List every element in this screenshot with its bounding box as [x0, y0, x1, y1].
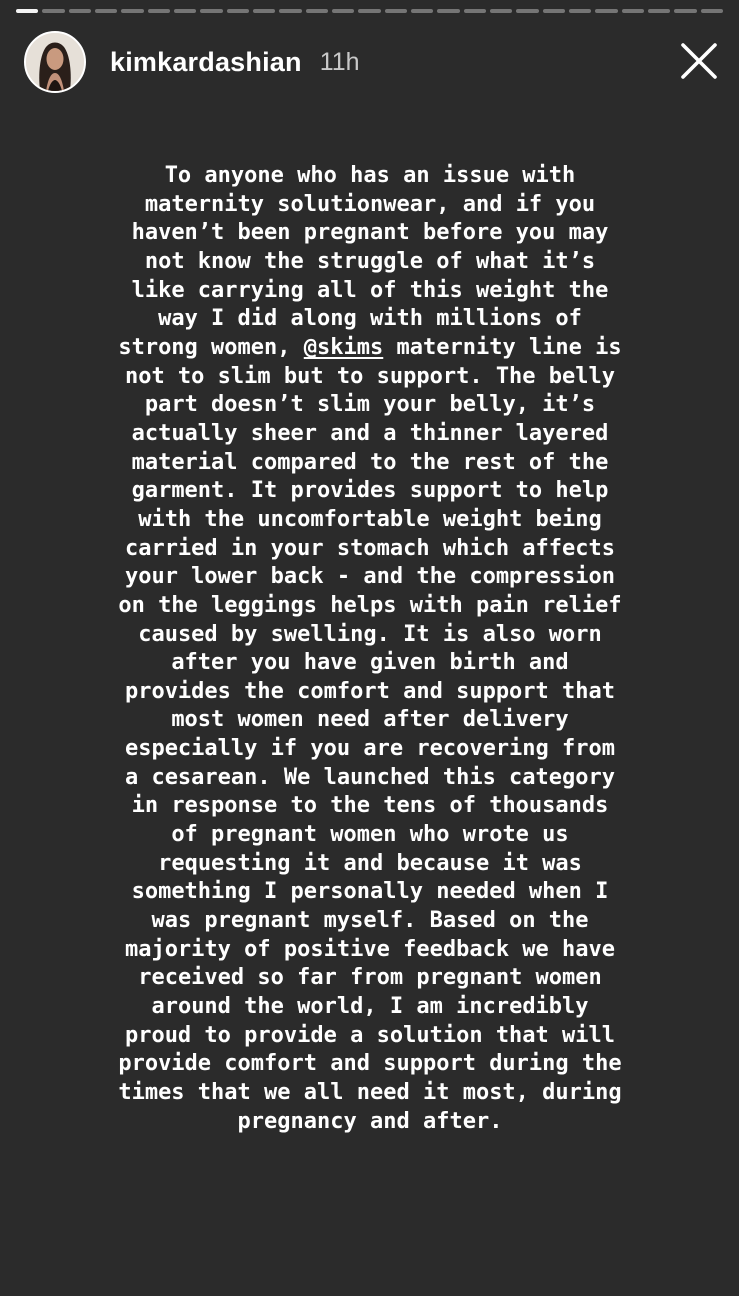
progress-segment — [253, 9, 275, 13]
progress-segment — [622, 9, 644, 13]
story-text-line: a cesarean. We launched this category — [124, 764, 616, 790]
progress-segment — [279, 9, 301, 13]
story-text-segment: maternity line is — [383, 334, 622, 360]
progress-segment — [332, 9, 354, 13]
story-text-line: like carrying all of this weight the — [131, 277, 609, 303]
story-text-line: on the leggings helps with pain relief — [118, 592, 622, 618]
story-text-line: provides the comfort and support that — [124, 678, 616, 704]
story-text-line: actually sheer and a thinner layered — [131, 420, 609, 446]
progress-segment — [385, 9, 407, 13]
story-text-line: maternity solutionwear, and if you — [144, 191, 596, 217]
story-text-line: something I personally needed when I — [131, 879, 609, 905]
close-icon — [678, 40, 720, 82]
story-text-line: times that we all need it most, during — [118, 1080, 622, 1105]
story-text-line: most women need after delivery — [171, 707, 569, 733]
story-text-block — [60, 162, 680, 1136]
story-text-line: haven’t been pregnant before you may — [131, 220, 609, 246]
story-text-line: not to slim but to support. The belly — [124, 363, 616, 389]
story-text-line: caused by swelling. It is also worn — [138, 621, 602, 647]
progress-segment — [674, 9, 696, 13]
progress-segment — [148, 9, 170, 13]
story-text-line: way I did along with millions of — [158, 306, 582, 332]
story-text-segment: strong women, — [118, 334, 304, 360]
profile-avatar-icon — [26, 33, 84, 91]
story-text-line: requesting it and because it was — [158, 850, 582, 876]
progress-segment — [543, 9, 565, 13]
story-header — [24, 30, 360, 94]
story-text-line: majority of positive feedback we have — [124, 936, 616, 962]
progress-segment — [358, 9, 380, 13]
progress-segment — [516, 9, 538, 13]
story-text-line: after you have given birth and — [171, 650, 569, 676]
story-text-line: was pregnant myself. Based on the — [151, 908, 589, 934]
progress-segment — [490, 9, 512, 13]
progress-segment — [569, 9, 591, 13]
story-text-line: material compared to the rest of the — [131, 449, 609, 475]
progress-segment — [411, 9, 433, 13]
progress-segment — [200, 9, 222, 13]
story-text-line: of pregnant women who wrote us — [171, 822, 569, 848]
progress-segment — [648, 9, 670, 13]
avatar[interactable] — [24, 31, 86, 93]
story-text-line: garment. It provides support to help — [131, 478, 609, 504]
progress-segment — [464, 9, 486, 13]
progress-segment — [595, 9, 617, 13]
story-progress-bar — [16, 9, 723, 13]
story-text-line: in response to the tens of thousands — [131, 793, 609, 819]
progress-segment — [69, 9, 91, 13]
progress-segment — [227, 9, 249, 13]
story-text-line: received so far from pregnant women — [138, 965, 602, 991]
skims-mention-link[interactable]: @skims — [303, 334, 384, 360]
close-button[interactable] — [678, 40, 720, 82]
story-timestamp: 11h — [319, 47, 360, 76]
story-text-line: carried in your stomach which affects — [124, 535, 616, 561]
progress-segment — [42, 9, 64, 13]
progress-segment — [701, 9, 723, 13]
progress-segment — [174, 9, 196, 13]
story-text-line: proud to provide a solution that will — [124, 1022, 616, 1048]
story-text-line: not know the struggle of what it’s — [144, 248, 596, 274]
progress-segment — [437, 9, 459, 13]
username[interactable]: kimkardashian — [110, 46, 302, 77]
story-text-line: with the uncomfortable weight being — [138, 506, 602, 532]
progress-segment — [121, 9, 143, 13]
progress-segment — [16, 9, 38, 13]
story-text-line — [118, 335, 621, 360]
story-text-line: your lower back - and the compression — [124, 564, 616, 590]
story-text-line: To anyone who has an issue with — [164, 163, 576, 188]
story-text-line: pregnancy and after. — [237, 1108, 503, 1134]
progress-segment — [95, 9, 117, 13]
progress-segment — [306, 9, 328, 13]
story-text-line: provide comfort and support during the — [118, 1051, 622, 1077]
story-text-line: especially if you are recovering from — [124, 736, 616, 762]
story-text-line: around the world, I am incredibly — [151, 994, 589, 1020]
story-text-line: part doesn’t slim your belly, it’s — [144, 392, 596, 418]
